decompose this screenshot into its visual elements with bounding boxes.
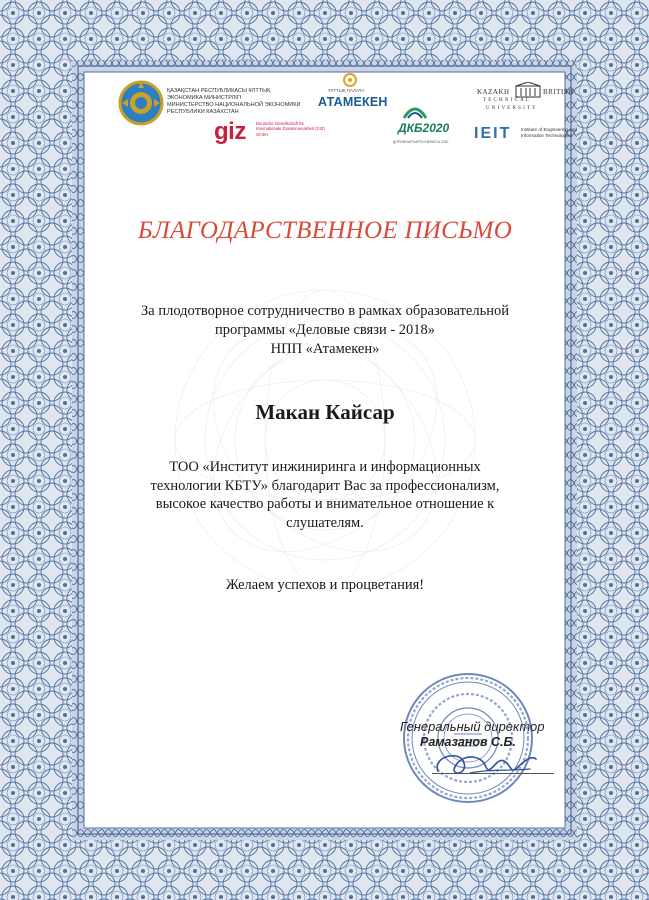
document-title: БЛАГОДАРСТВЕННОЕ ПИСЬМО bbox=[137, 217, 513, 244]
atameken-caption: ҰЛТТЫҚ ПАЛАТА bbox=[328, 88, 365, 93]
kbtu-building-icon bbox=[515, 82, 541, 98]
body-line: технологии КБТУ» благодарит Вас за профессионализм, bbox=[150, 477, 500, 494]
recipient-name: Макан Кайсар bbox=[255, 400, 395, 424]
ministry-logo-text: ҚАЗАҚСТАН РЕСПУБЛИКАСЫ ҰЛТТЫҚ ЭКОНОМИКА МИНИСТРЛІГІ МИНИСТЕРСТВО НАЦИОНАЛЬНОЙ ЭКОНОМИКИ РЕСПУБЛИКИ КАЗАХСТАН bbox=[167, 88, 301, 115]
wishes-text: Желаем успехов и процветания! bbox=[225, 577, 425, 593]
kbtu-word-british: BRITISH bbox=[543, 88, 574, 96]
dkb-caption: ДОРОЖНАЯ КАРТА БИЗНЕСА 2020 bbox=[393, 140, 449, 144]
giz-logo: giz bbox=[214, 118, 246, 145]
body-line: высокое качество работы и внимательное отношение к bbox=[155, 496, 495, 512]
atameken-logo: АТАМЕКЕН bbox=[318, 95, 388, 109]
dkb-logo-icon bbox=[402, 104, 428, 120]
signature-name: Рамазанов С.Б. bbox=[420, 735, 516, 749]
body-paragraph bbox=[95, 458, 555, 532]
signature-position: Генеральный директор bbox=[400, 719, 545, 734]
dkb-logo: ДКБ2020 bbox=[398, 121, 450, 135]
intro-line: программы «Деловые связи - 2018» bbox=[214, 322, 436, 338]
giz-logo-text: Deutsche Gesellschaft für Internationale Zusammenarbeit (GIZ) GmbH bbox=[256, 121, 325, 137]
atameken-star-icon bbox=[340, 72, 360, 88]
body-line: слушателям. bbox=[286, 514, 364, 531]
kbtu-word-technical: TECHNICAL bbox=[483, 98, 532, 103]
ieit-logo: IEIT bbox=[474, 125, 512, 142]
handwritten-signature-icon bbox=[430, 745, 540, 781]
kbtu-word-university: UNIVERSITY bbox=[486, 106, 538, 111]
intro-line: За плодотворное сотрудничество в рамках образовательной bbox=[141, 303, 509, 319]
ieit-logo-text: Institute of Engineering and Information Technologies bbox=[521, 127, 577, 138]
kbtu-word-kazakh: KAZAKH bbox=[477, 88, 510, 96]
kazakhstan-emblem-icon bbox=[118, 80, 164, 126]
body-line: ТОО «Институт инжиниринга и информационных bbox=[169, 459, 481, 475]
intro-line: НПП «Атамекен» bbox=[270, 341, 380, 357]
intro-paragraph bbox=[95, 302, 555, 359]
